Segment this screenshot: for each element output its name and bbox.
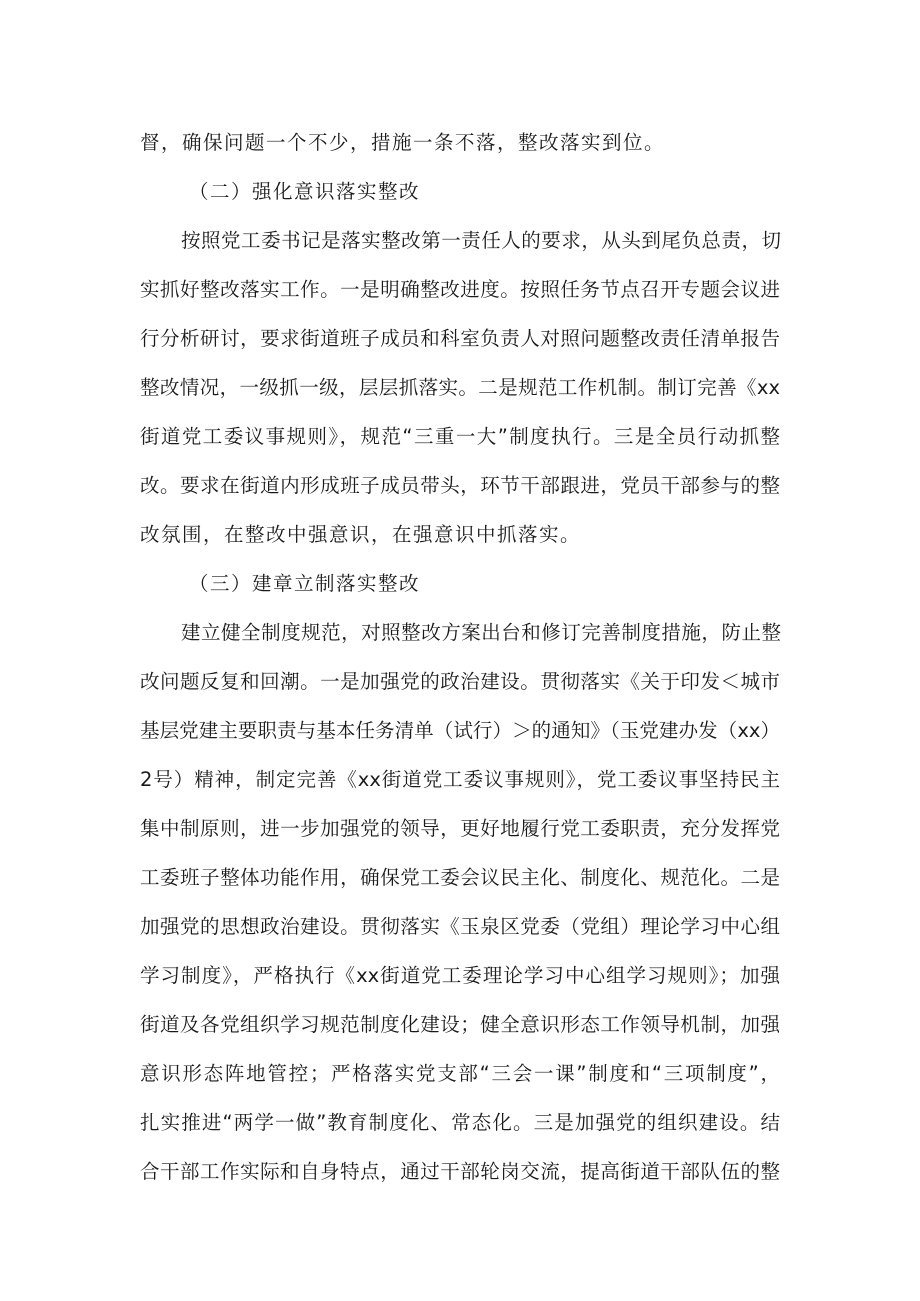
paragraph-line: 合干部工作实际和自身特点，通过干部轮岗交流，提高街道干部队伍的整	[140, 1160, 780, 1183]
paragraph-line: 改氛围，在整改中强意识，在强意识中抓落实。	[140, 523, 582, 546]
paragraph-line: 加强党的思想政治建设。贯彻落实《玉泉区党委（党组）理论学习中心组	[140, 915, 780, 938]
paragraph-line: 工委班子整体功能作用，确保党工委会议民主化、制度化、规范化。二是	[140, 866, 780, 889]
paragraph-line: 意识形态阵地管控；严格落实党支部“三会一课”制度和“三项制度”，	[140, 1062, 780, 1085]
paragraph-line: 行分析研讨，要求街道班子成员和科室负责人对照问题整改责任清单报告	[140, 327, 780, 350]
paragraph-line: 实抓好整改落实工作。一是明确整改进度。按照任务节点召开专题会议进	[140, 278, 780, 301]
paragraph-line: 改问题反复和回潮。一是加强党的政治建设。贯彻落实《关于印发＜城市	[140, 670, 780, 693]
section-heading-2: （二）强化意识落实整改	[189, 180, 421, 203]
paragraph-line: 集中制原则，进一步加强党的领导，更好地履行党工委职责，充分发挥党	[140, 817, 780, 840]
paragraph-line: 街道党工委议事规则》，规范“三重一大”制度执行。三是全员行动抓整	[140, 425, 780, 448]
paragraph-line: 建立健全制度规范，对照整改方案出台和修订完善制度措施，防止整	[181, 621, 781, 644]
paragraph-line: 督，确保问题一个不少，措施一条不落，整改落实到位。	[140, 131, 666, 154]
paragraph-line: 2号）精神，制定完善《xx街道党工委议事规则》，党工委议事坚持民主	[140, 768, 780, 791]
paragraph-line: 整改情况，一级抓一级，层层抓落实。二是规范工作机制。制订完善《xx	[140, 376, 780, 399]
paragraph-line: 街道及各党组织学习规范制度化建设；健全意识形态工作领导机制，加强	[140, 1013, 780, 1036]
paragraph-line: 学习制度》，严格执行《xx街道党工委理论学习中心组学习规则》；加强	[140, 964, 780, 987]
paragraph-line: 基层党建主要职责与基本任务清单（试行）＞的通知》（玉党建办发（xx）	[140, 719, 780, 742]
paragraph-line: 改。要求在街道内形成班子成员带头，环节干部跟进，党员干部参与的整	[140, 474, 780, 497]
paragraph-line: 按照党工委书记是落实整改第一责任人的要求，从头到尾负总责，切	[181, 229, 781, 252]
paragraph-line: 扎实推进“两学一做”教育制度化、常态化。三是加强党的组织建设。结	[140, 1111, 780, 1134]
section-heading-3: （三）建章立制落实整改	[189, 572, 421, 595]
